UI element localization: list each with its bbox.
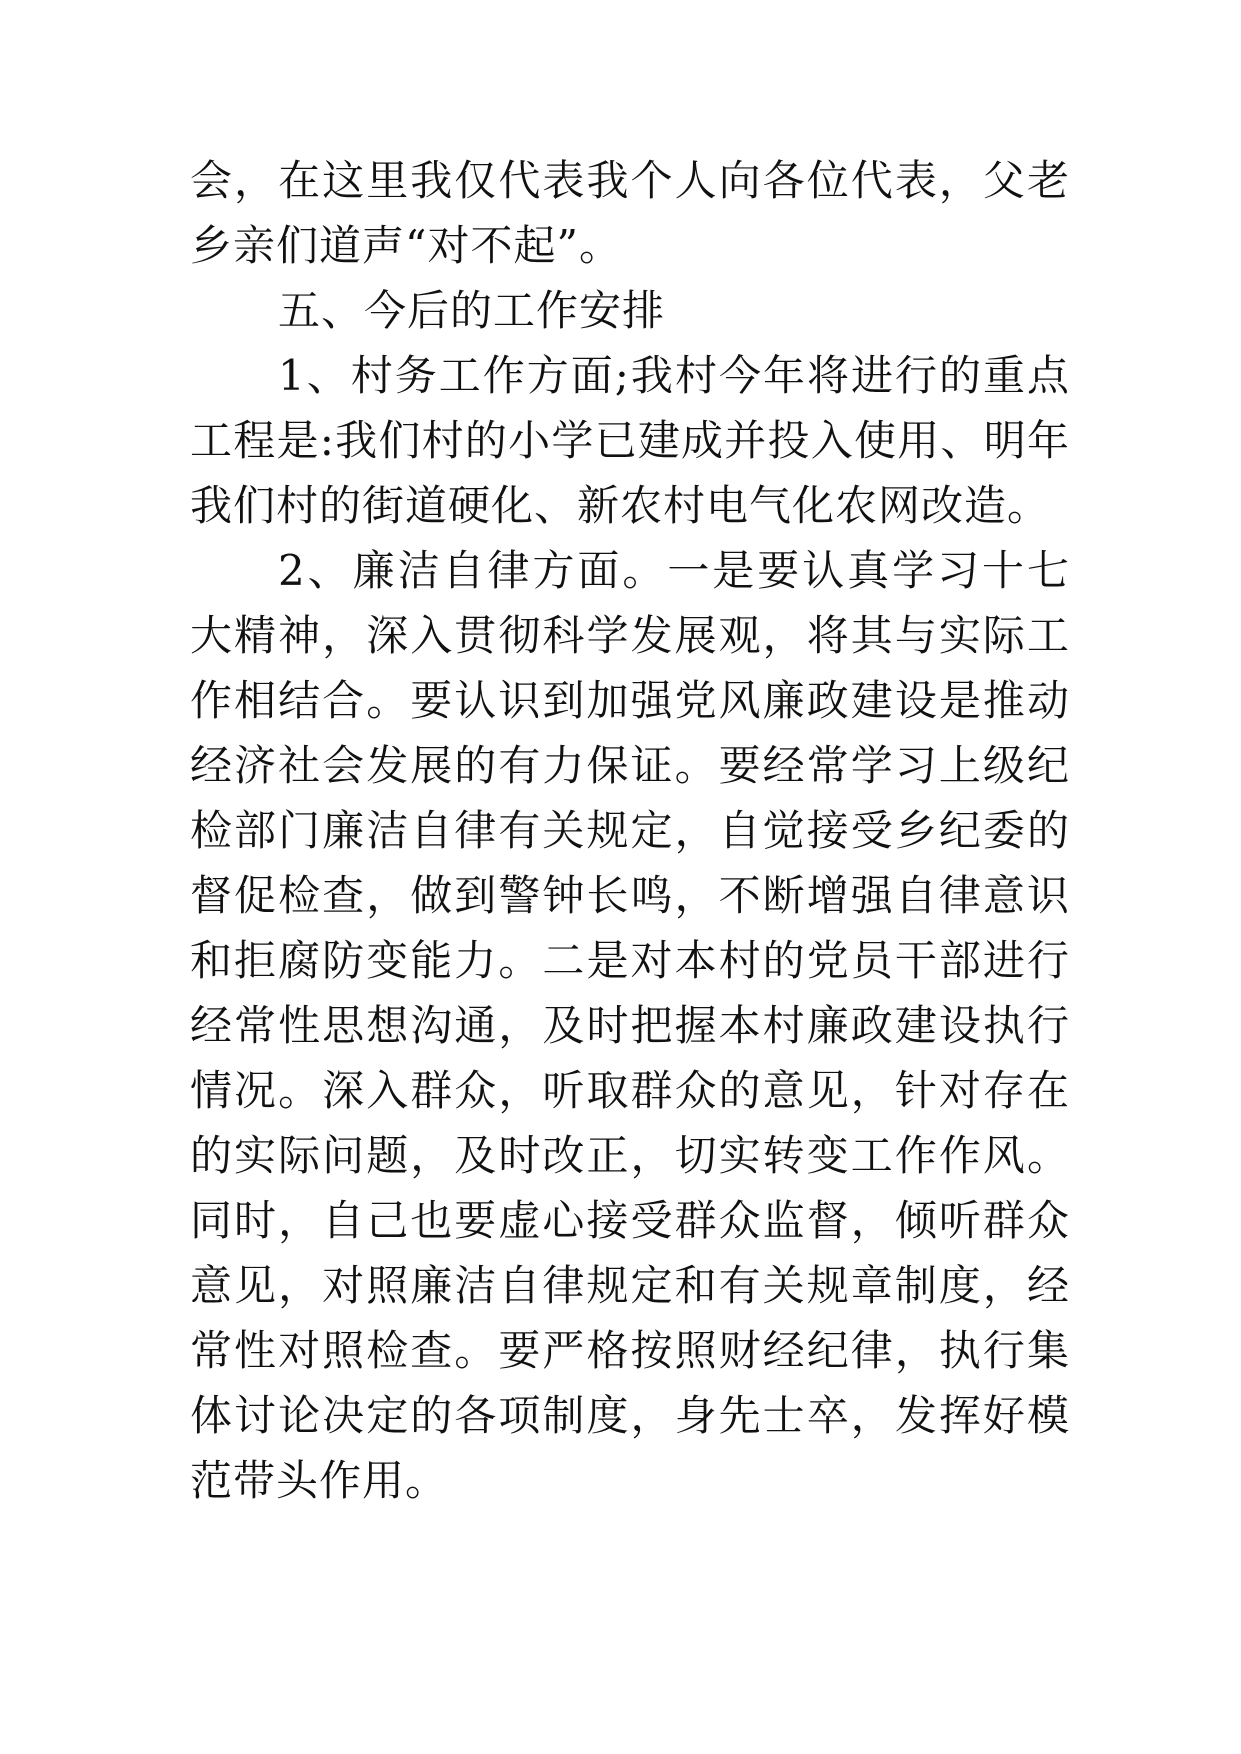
paragraph-integrity-self-discipline: 2、廉洁自律方面。一是要认真学习十七大精神，深入贯彻科学发展观，将其与实际工作相结合。要认识到加强党风廉政建设是推动经济社会发展的有力保证。要经常学习上级纪检部门廉洁自律有关规定，自觉接受乡纪委的督促检查，做到警钟长鸣，不断增强自律意识和拒腐防变能力。二是对本村的党员干部进行经常性思想沟通，及时把握本村廉政建设执行情况。深入群众，听取群众的意见，针对存在的实际问题，及时改正，切实转变工作作风。同时，自己也要虚心接受群众监督，倾听群众意见，对照廉洁自律规定和有关规章制度，经常性对照检查。要严格按照财经纪律，执行集体讨论决定的各项制度，身先士卒，发挥好模范带头作用。	[190, 546, 1070, 1505]
section-heading-work-plan: 五、今后的工作安排	[278, 286, 666, 335]
paragraph-continuation: 会，在这里我仅代表我个人向各位代表，父老乡亲们道声“对不起”。	[190, 156, 1070, 270]
paragraph-village-affairs: 1、村务工作方面;我村今年将进行的重点工程是:我们村的小学已建成并投入使用、明年我们村的街道硬化、新农村电气化农网改造。	[190, 351, 1070, 530]
document-body	[190, 148, 1070, 1513]
